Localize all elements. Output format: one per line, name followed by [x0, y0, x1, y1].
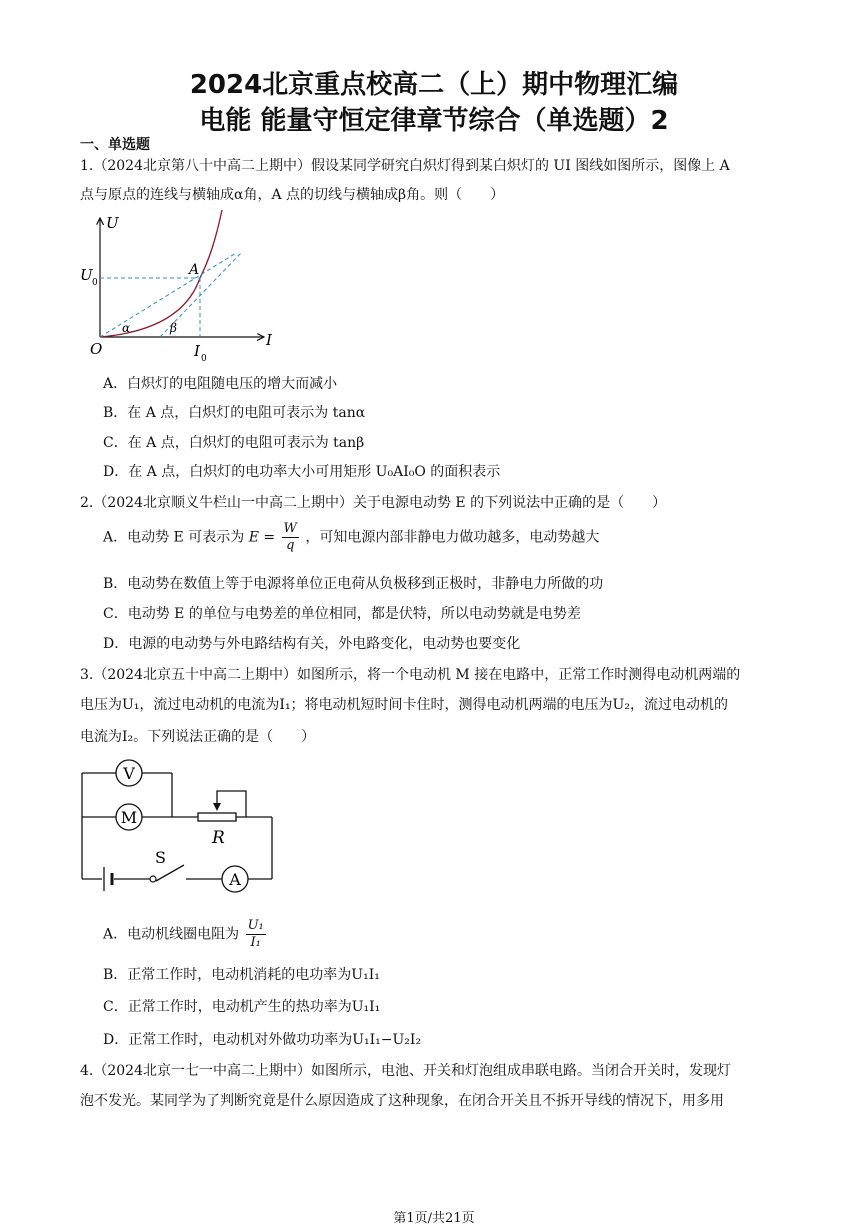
origin-label: O [90, 340, 103, 358]
page-title: 2024北京重点校高二（上）期中物理汇编 [189, 70, 679, 100]
q1-ui-graph [76, 208, 276, 368]
q1-stem-line2: 点与原点的连线与横轴成α角，A 点的切线与横轴成β角。则（ ） [80, 187, 505, 203]
fraction-numerator: W [283, 521, 297, 536]
q3-stem-line1: 3.（2024北京五十中高二上期中）如图所示，将一个电动机 M 接在电路中，正常工作时测得电动机两端的 [80, 667, 741, 683]
q1-option-c: C．在 A 点，白炽灯的电阻可表示为 tanβ [103, 435, 365, 451]
page-subtitle: 电能 能量守恒定律章节综合（单选题）2 [199, 106, 669, 136]
q2-option-a-suffix: ，可知电源内部非静电力做功越多，电动势越大 [305, 529, 600, 546]
motor-label: M [120, 808, 138, 827]
ammeter-label: A [229, 870, 241, 889]
q2-option-b: B．电动势在数值上等于电源将单位正电荷从负极移到正极时，非静电力所做的功 [103, 576, 604, 592]
rheostat-label: R [212, 828, 225, 848]
origin-secant-line [100, 253, 236, 337]
ammeter [222, 866, 248, 892]
fraction-denominator: q [286, 538, 295, 553]
page-footer: 第1页/共21页 [393, 1211, 475, 1226]
section-heading: 一、单选题 [80, 137, 150, 153]
q2-option-a-eq: E = [248, 529, 276, 546]
q2-option-c: C．电动势 E 的单位与电势差的单位相同，都是伏特，所以电动势就是电势差 [103, 606, 581, 622]
u0-subscript: 0 [92, 278, 98, 288]
q1-option-d: D．在 A 点，白炽灯的电功率大小可用矩形 U₀AI₀O 的面积表示 [103, 464, 501, 480]
u0-label: U [80, 266, 93, 284]
q2-option-d: D．电源的电动势与外电路结构有关，外电路变化，电动势也要变化 [103, 636, 521, 652]
beta-label: β [170, 321, 177, 335]
switch-contact [150, 876, 156, 882]
u-axis-label: U [106, 214, 119, 232]
voltmeter-label: V [123, 764, 135, 783]
i0-label: I [194, 342, 200, 360]
q2-option-a-prefix: A．电动势 E 可表示为 [103, 529, 245, 546]
rheostat-slider-arrow [213, 803, 221, 811]
motor [116, 804, 142, 830]
q1-option-b: B．在 A 点，白炽灯的电阻可表示为 tanα [103, 405, 366, 421]
q3-option-a-prefix: A．电动机线圈电阻为 [103, 926, 240, 943]
q1-stem-line1: 1.（2024北京第八十中高二上期中）假设某同学研究白炽灯得到某白炽灯的 UI 图线如图所示，图像上 A [80, 158, 730, 174]
point-a-label: A [189, 262, 200, 278]
fraction-numerator: U₁ [247, 918, 264, 933]
q3-option-a [103, 918, 268, 951]
i-axis-label: I [266, 331, 272, 349]
i0-subscript: 0 [201, 354, 207, 364]
alpha-label: α [122, 321, 131, 335]
q1-option-a: A．白炽灯的电阻随电压的增大而减小 [103, 376, 338, 392]
q2-option-a [103, 521, 599, 554]
switch-label: S [155, 848, 166, 867]
q3-option-a-fraction [246, 918, 266, 951]
q3-stem-line2: 电压为U₁，流过电动机的电流为I₁；将电动机短时间卡住时，测得电动机两端的电压为U₂，流过电动机的 [80, 697, 728, 713]
q2-stem: 2.（2024北京顺义牛栏山一中高二上期中）关于电源电动势 E 的下列说法中正确的是（ ） [80, 495, 667, 511]
q4-stem-line2: 泡不发光。某同学为了判断究竟是什么原因造成了这种现象，在闭合开关且不拆开导线的情况下，用多用 [80, 1093, 724, 1109]
q3-option-b: B．正常工作时，电动机消耗的电功率为U₁I₁ [103, 967, 380, 983]
voltmeter [116, 760, 142, 786]
q3-option-c: C．正常工作时，电动机产生的热功率为U₁I₁ [103, 999, 381, 1015]
q2-option-a-fraction [282, 521, 299, 554]
q3-stem-line3: 电流为I₂。下列说法正确的是（ ） [80, 729, 316, 745]
q3-option-d: D．正常工作时，电动机对外做功功率为U₁I₁−U₂I₂ [103, 1032, 422, 1048]
fraction-denominator: I₁ [250, 935, 261, 950]
q3-circuit-diagram [76, 755, 281, 895]
q4-stem-line1: 4.（2024北京一七一中高二上期中）如图所示，电池、开关和灯泡组成串联电路。当闭合开关时，发现灯 [80, 1063, 731, 1079]
